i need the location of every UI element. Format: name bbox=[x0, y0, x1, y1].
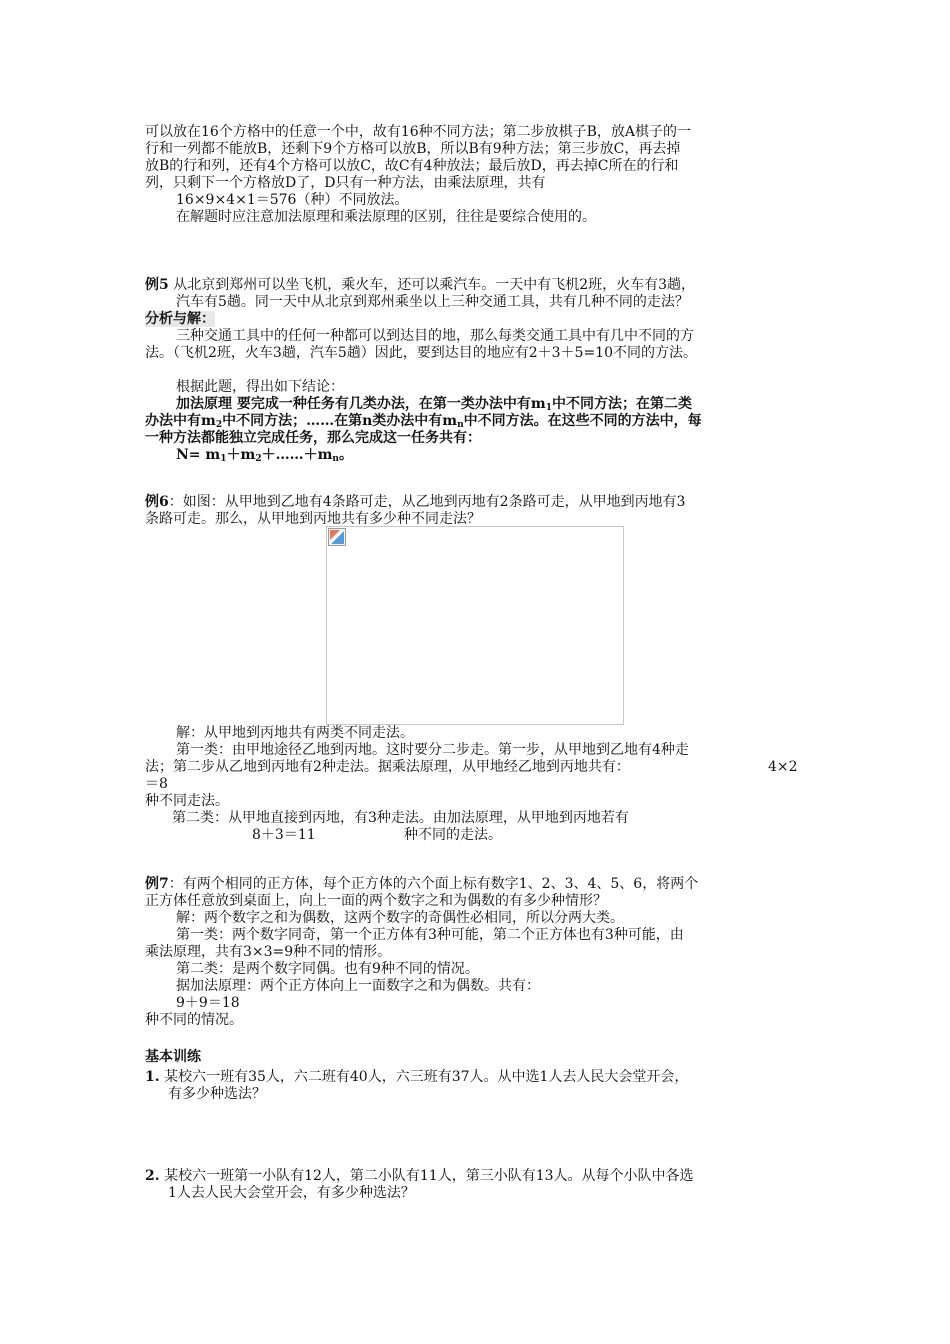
training-q2-number: 2. bbox=[145, 1168, 160, 1184]
ex7-solution-5: 据加法原理：两个正方体向上一面数字之和为偶数。共有： bbox=[176, 978, 540, 994]
principle-sub-n: n bbox=[457, 420, 464, 430]
formula-sub-n: n bbox=[332, 454, 339, 464]
addition-principle-line-3: 一种方法都能独立完成任务，那么完成这一任务共有： bbox=[145, 430, 481, 446]
ex6-solution-7: 8＋3＝11 bbox=[252, 827, 316, 843]
ex5-analysis-2: 法。（飞机2班，火车3趟，汽车5趟）因此，要到达目的地应有2＋3＋5=10不同的方法。 bbox=[145, 345, 697, 361]
ex7-solution-6: 9＋9＝18 bbox=[176, 995, 240, 1011]
ex7-solution-2: 第一类：两个数字同奇，第一个正方体有3种可能，第二个正方体也有3种可能，由 bbox=[176, 927, 684, 943]
formula-part-3: ＋……＋m bbox=[261, 447, 333, 463]
ex6-label: 例6 bbox=[145, 494, 169, 510]
training-title: 基本训练 bbox=[145, 1049, 201, 1065]
formula-sub-1: 1 bbox=[220, 454, 227, 464]
intro-note: 在解题时应注意加法原理和乘法原理的区别，往往是要综合使用的。 bbox=[176, 209, 596, 225]
principle-sub-2: 2 bbox=[215, 420, 223, 430]
route-diagram-image bbox=[326, 526, 624, 725]
training-q1-text: 某校六一班有35人，六二班有40人，六三班有37人。从中选1人去人民大会堂开会， bbox=[159, 1069, 689, 1085]
intro-line-3: 放B的行和列，还有4个方格可以放C，故C有4种放法；最后放D，再去掉C所在的行和 bbox=[145, 158, 679, 174]
ex6-solution-2: 第一类：由甲地途径乙地到丙地。这时要分二步走。第一步，从甲地到乙地有4种走 bbox=[176, 742, 689, 758]
ex7-line-1 bbox=[145, 876, 698, 893]
formula-part-4: 。 bbox=[338, 447, 353, 463]
ex6-solution-3-result: 4×2 bbox=[768, 759, 798, 775]
ex6-line-2: 条路可走。那么，从甲地到丙地共有多少种不同走法？ bbox=[145, 511, 481, 527]
ex7-line-2: 正方体任意放到桌面上，向上一面的两个数字之和为偶数的有多少种情形？ bbox=[145, 893, 607, 909]
principle-text-1b: 中不同方法；在第二类 bbox=[551, 396, 692, 412]
training-q1-number: 1. bbox=[145, 1069, 160, 1085]
ex7-solution-3: 乘法原理，共有3×3=9种不同的情形。 bbox=[145, 944, 392, 960]
formula-sub-2: 2 bbox=[255, 454, 262, 464]
ex6-solution-7b: 种不同的走法。 bbox=[404, 827, 502, 843]
ex6-solution-1: 解：从甲地到丙地共有两类不同走法。 bbox=[176, 725, 414, 741]
intro-formula: 16×9×4×1＝576（种）不同放法。 bbox=[176, 192, 409, 208]
ex6-solution-3: 法；第二步从乙地到丙地有2种走法。据乘法原理，从甲地经乙地到丙地共有： bbox=[145, 759, 630, 775]
principle-text-2: 办法中有m bbox=[145, 413, 216, 429]
formula-part-1: N= m bbox=[176, 447, 221, 463]
principle-sub-1: 1 bbox=[545, 403, 552, 413]
ex7-solution-4: 第二类：是两个数字同偶。也有9种不同的情况。 bbox=[176, 961, 479, 977]
ex6-solution-5: 种不同走法。 bbox=[145, 793, 229, 809]
ex5-line-1-text: 从北京到郑州可以坐飞机，乘火车，还可以乘汽车。一天中有飞机2班，火车有3趟， bbox=[168, 277, 696, 293]
intro-line-4: 列，只剩下一个方格放D了，D只有一种方法，由乘法原理，共有 bbox=[145, 175, 546, 191]
intro-line-1: 可以放在16个方格中的任意一个中，故有16种不同方法；第二步放棋子B，放A棋子的一 bbox=[145, 124, 692, 140]
ex5-analysis-1: 三种交通工具中的任何一种都可以到达目的地，那么每类交通工具中有几中不同的方 bbox=[176, 328, 694, 344]
ex7-solution-1: 解：两个数字之和为偶数，这两个数字的奇偶性必相同，所以分两大类。 bbox=[176, 910, 624, 926]
ex6-solution-4: ＝8 bbox=[145, 776, 168, 792]
training-q2-line-1 bbox=[145, 1168, 694, 1185]
training-q1-line-1 bbox=[145, 1069, 688, 1086]
ex7-label: 例7 bbox=[145, 876, 169, 892]
ex5-label: 例5 bbox=[145, 277, 169, 293]
ex5-conclusion: 根据此题，得出如下结论： bbox=[176, 379, 344, 395]
ex5-analysis-title-text: 分析与解： bbox=[145, 311, 215, 327]
addition-principle-formula bbox=[176, 447, 353, 468]
principle-text-2b: 中不同方法；……在第n类办法中有m bbox=[222, 413, 458, 429]
ex7-line-1-text: ：有两个相同的正方体，每个正方体的六个面上标有数字1、2、3、4、5、6，将两个 bbox=[168, 876, 699, 892]
intro-line-2: 行和一列都不能放B，还剩下9个方格可以放B，所以B有9种方法；第三步放C，再去掉 bbox=[145, 141, 681, 157]
ex5-analysis-title bbox=[145, 311, 215, 328]
ex6-line-1-text: ：如图：从甲地到乙地有4条路可走，从乙地到丙地有2条路可走，从甲地到丙地有3 bbox=[168, 494, 686, 510]
ex7-solution-7: 种不同的情况。 bbox=[145, 1012, 243, 1028]
ex6-line-1 bbox=[145, 494, 685, 511]
training-q2-line-2: 1人去人民大会堂开会，有多少种选法？ bbox=[168, 1185, 415, 1201]
training-q1-line-2: 有多少种选法？ bbox=[168, 1086, 266, 1102]
broken-image-icon bbox=[328, 528, 346, 546]
ex5-line-2: 汽车有5趟。同一天中从北京到郑州乘坐以上三种交通工具，共有几种不同的走法？ bbox=[176, 294, 689, 310]
ex6-solution-6: 第二类：从甲地直接到丙地，有3种走法。由加法原理，从甲地到丙地若有 bbox=[172, 810, 629, 826]
principle-text-2c: 中不同方法。在这些不同的方法中，每 bbox=[463, 413, 702, 429]
training-q2-text: 某校六一班第一小队有12人，第二小队有11人，第三小队有13人。从每个小队中各选 bbox=[159, 1168, 694, 1184]
principle-text-1: 加法原理 要完成一种任务有几类办法，在第一类办法中有m bbox=[176, 396, 546, 412]
ex5-line-1 bbox=[145, 277, 695, 294]
formula-part-2: ＋m bbox=[226, 447, 256, 463]
